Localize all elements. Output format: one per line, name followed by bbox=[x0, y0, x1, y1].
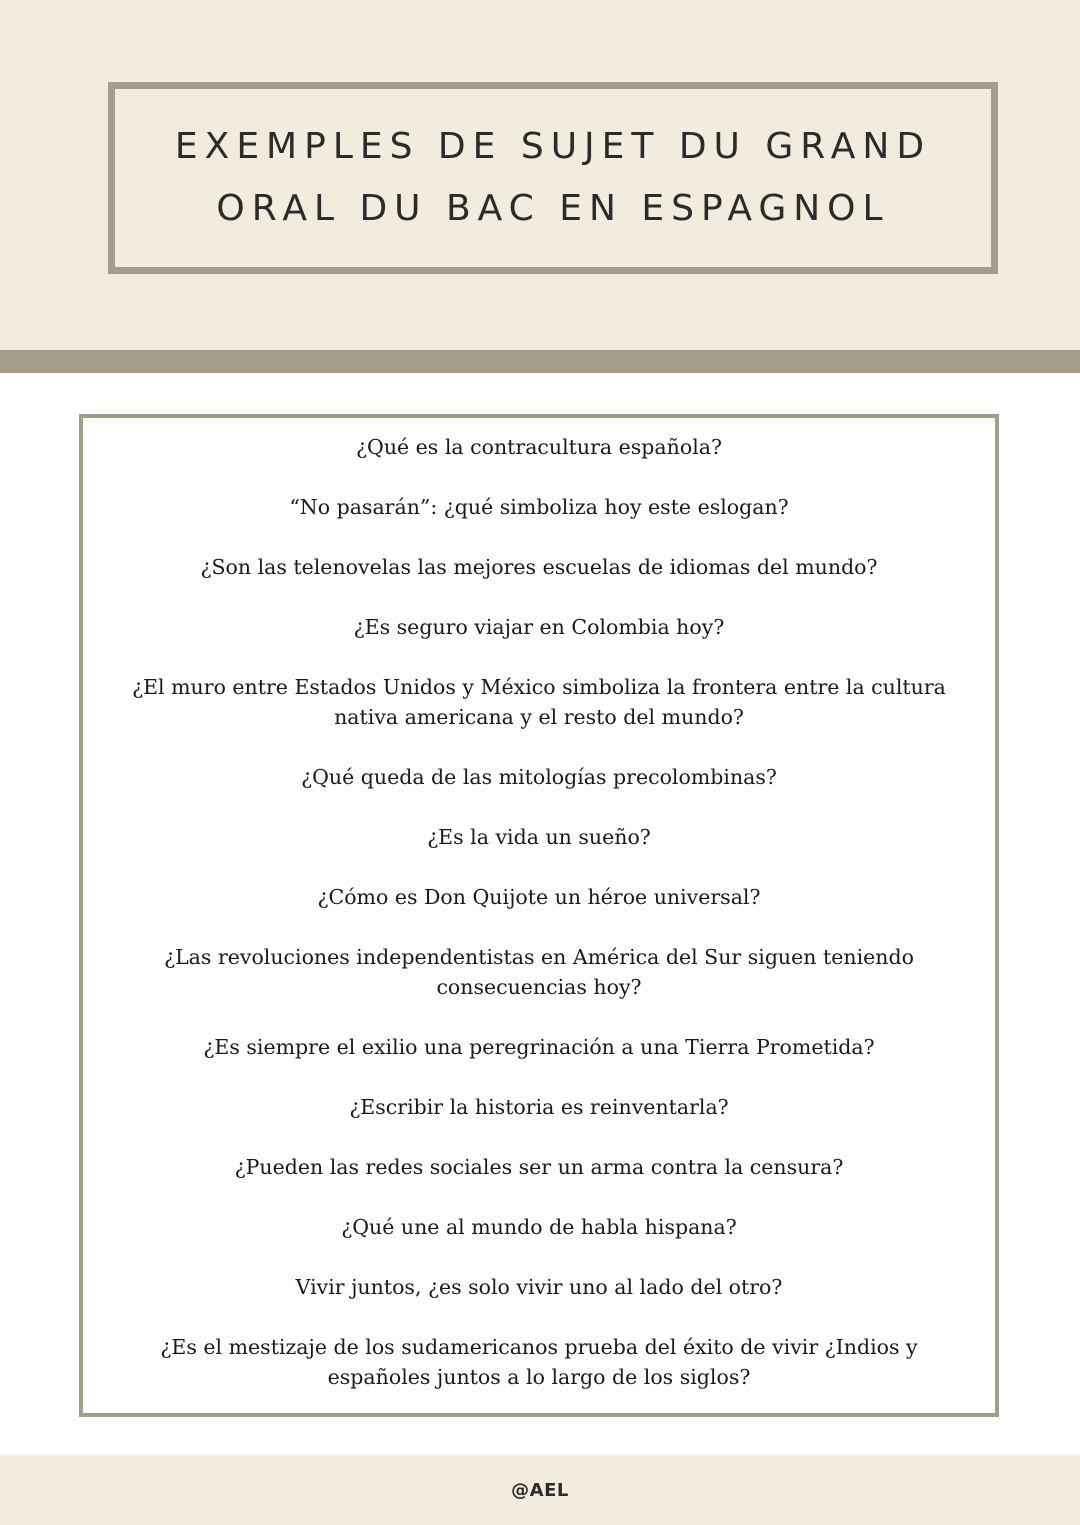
question-item: ¿Es la vida un sueño? bbox=[427, 825, 651, 849]
title-box bbox=[108, 82, 998, 274]
question-item: ¿Las revoluciones independentistas en América del Sur siguen teniendo consecuencias hoy? bbox=[164, 945, 914, 999]
author-handle: @AEL bbox=[511, 1479, 569, 1501]
question-item: ¿Qué queda de las mitologías precolombinas? bbox=[301, 765, 777, 789]
question-item: “No pasarán”: ¿qué simboliza hoy este eslogan? bbox=[289, 495, 789, 519]
header-band bbox=[0, 0, 1080, 350]
questions-box bbox=[79, 414, 999, 1417]
divider-bar bbox=[0, 350, 1080, 373]
question-item: ¿Pueden las redes sociales ser un arma contra la censura? bbox=[234, 1155, 844, 1179]
question-item: ¿Es siempre el exilio una peregrinación a una Tierra Prometida? bbox=[203, 1035, 875, 1059]
page-title-line-2: ORAL DU BAC EN ESPAGNOL bbox=[216, 188, 890, 229]
question-item: ¿Son las telenovelas las mejores escuelas de idiomas del mundo? bbox=[200, 555, 878, 579]
question-item: ¿Escribir la historia es reinventarla? bbox=[349, 1095, 729, 1119]
question-item: ¿Es el mestizaje de los sudamericanos prueba del éxito de vivir ¿Indios y españoles juntos a lo largo de los siglos? bbox=[160, 1335, 918, 1389]
question-item: ¿Es seguro viajar en Colombia hoy? bbox=[353, 615, 725, 639]
question-item: ¿Cómo es Don Quijote un héroe universal? bbox=[317, 885, 761, 909]
footer-band bbox=[0, 1455, 1080, 1525]
question-item: ¿Qué une al mundo de habla hispana? bbox=[341, 1215, 737, 1239]
question-list bbox=[83, 418, 995, 1392]
question-item: ¿El muro entre Estados Unidos y México simboliza la frontera entre la cultura nativa americana y el resto del mundo? bbox=[132, 675, 946, 729]
question-item: Vivir juntos, ¿es solo vivir uno al lado del otro? bbox=[295, 1275, 783, 1299]
question-item: ¿Qué es la contracultura española? bbox=[356, 435, 722, 459]
page-title-line-1: EXEMPLES DE SUJET DU GRAND bbox=[174, 126, 932, 167]
